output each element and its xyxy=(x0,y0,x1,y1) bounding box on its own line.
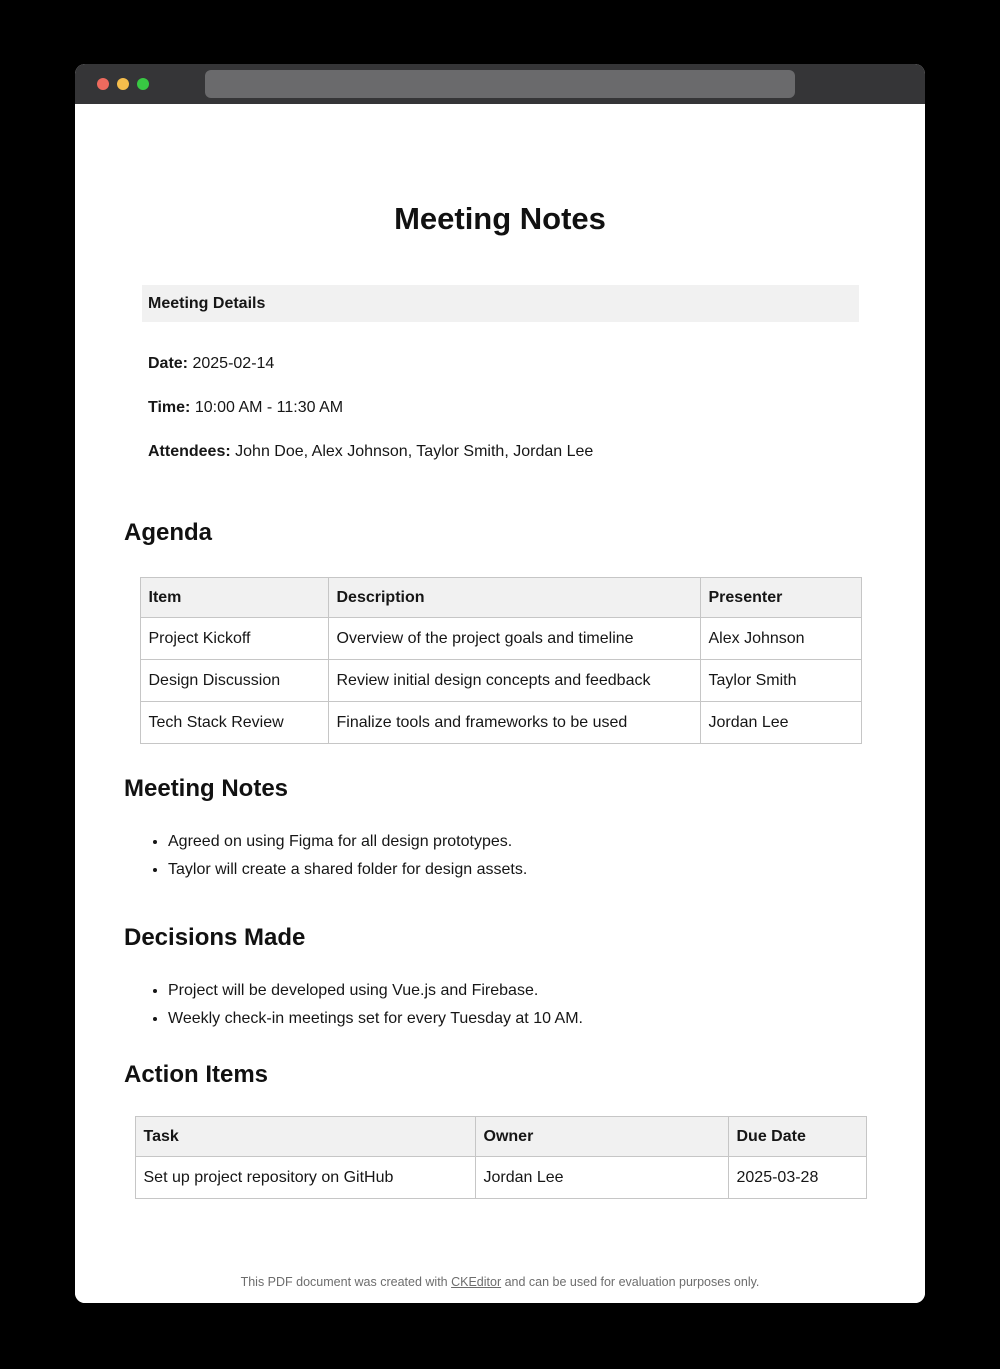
agenda-item-cell: Design Discussion xyxy=(140,660,328,702)
address-bar[interactable] xyxy=(205,70,795,98)
detail-date-label: Date: xyxy=(148,355,189,373)
action-col-due-date: Due Date xyxy=(728,1117,866,1157)
table-row xyxy=(140,618,861,660)
agenda-col-presenter: Presenter xyxy=(700,578,861,618)
agenda-presenter-cell: Alex Johnson xyxy=(700,618,861,660)
agenda-description-cell: Overview of the project goals and timeline xyxy=(328,618,700,660)
window-controls xyxy=(97,78,149,90)
list-item: • Weekly check-in meetings set for every Tuesday at 10 AM. xyxy=(168,1008,876,1030)
detail-time-label: Time: xyxy=(148,399,191,417)
agenda-description-cell: Review initial design concepts and feedback xyxy=(328,660,700,702)
list-item: • Agreed on using Figma for all design prototypes. xyxy=(168,831,876,853)
agenda-heading: Agenda xyxy=(124,519,213,547)
table-row xyxy=(140,702,861,744)
document-footer xyxy=(75,1275,925,1289)
meeting-notes-list xyxy=(124,831,876,881)
zoom-window-button[interactable] xyxy=(137,78,149,90)
agenda-item-cell: Project Kickoff xyxy=(140,618,328,660)
agenda-presenter-cell: Jordan Lee xyxy=(700,702,861,744)
window-titlebar xyxy=(75,64,925,104)
footer-text-after: and can be used for evaluation purposes only. xyxy=(501,1275,760,1289)
table-row xyxy=(135,1157,866,1199)
action-col-owner: Owner xyxy=(475,1117,728,1157)
decisions-heading: Decisions Made xyxy=(124,924,306,952)
minimize-window-button[interactable] xyxy=(117,78,129,90)
agenda-table xyxy=(140,577,861,744)
ckeditor-link[interactable]: CKEditor xyxy=(451,1275,502,1289)
detail-attendees xyxy=(148,441,859,463)
footer-text-before: This PDF document was created with xyxy=(240,1275,452,1289)
decisions-list xyxy=(124,980,876,1030)
meeting-details-header: Meeting Details xyxy=(142,285,859,322)
detail-attendees-value: John Doe, Alex Johnson, Taylor Smith, Jordan Lee xyxy=(235,443,594,461)
action-task-cell: Set up project repository on GitHub xyxy=(135,1157,475,1199)
agenda-col-description: Description xyxy=(328,578,700,618)
detail-time xyxy=(148,397,859,419)
action-owner-cell: Jordan Lee xyxy=(475,1157,728,1199)
agenda-col-item: Item xyxy=(140,578,328,618)
detail-date-value: 2025-02-14 xyxy=(192,355,275,373)
page-title: Meeting Notes xyxy=(394,201,606,236)
agenda-presenter-cell: Taylor Smith xyxy=(700,660,861,702)
agenda-header-row xyxy=(140,578,861,618)
meeting-details-section xyxy=(142,285,859,463)
detail-attendees-label: Attendees: xyxy=(148,443,231,461)
document-page xyxy=(75,104,925,1303)
table-row xyxy=(140,660,861,702)
detail-time-value: 10:00 AM - 11:30 AM xyxy=(194,399,344,417)
list-item: • Project will be developed using Vue.js and Firebase. xyxy=(168,980,876,1002)
detail-date xyxy=(148,353,859,375)
agenda-description-cell: Finalize tools and frameworks to be used xyxy=(328,702,700,744)
action-items-table xyxy=(135,1116,866,1199)
meeting-notes-heading: Meeting Notes xyxy=(124,775,289,803)
list-item: • Taylor will create a shared folder for design assets. xyxy=(168,859,876,881)
action-items-header-row xyxy=(135,1117,866,1157)
browser-window xyxy=(75,64,925,1303)
action-items-heading: Action Items xyxy=(124,1061,269,1089)
close-window-button[interactable] xyxy=(97,78,109,90)
agenda-item-cell: Tech Stack Review xyxy=(140,702,328,744)
action-due-date-cell: 2025-03-28 xyxy=(728,1157,866,1199)
action-col-task: Task xyxy=(135,1117,475,1157)
